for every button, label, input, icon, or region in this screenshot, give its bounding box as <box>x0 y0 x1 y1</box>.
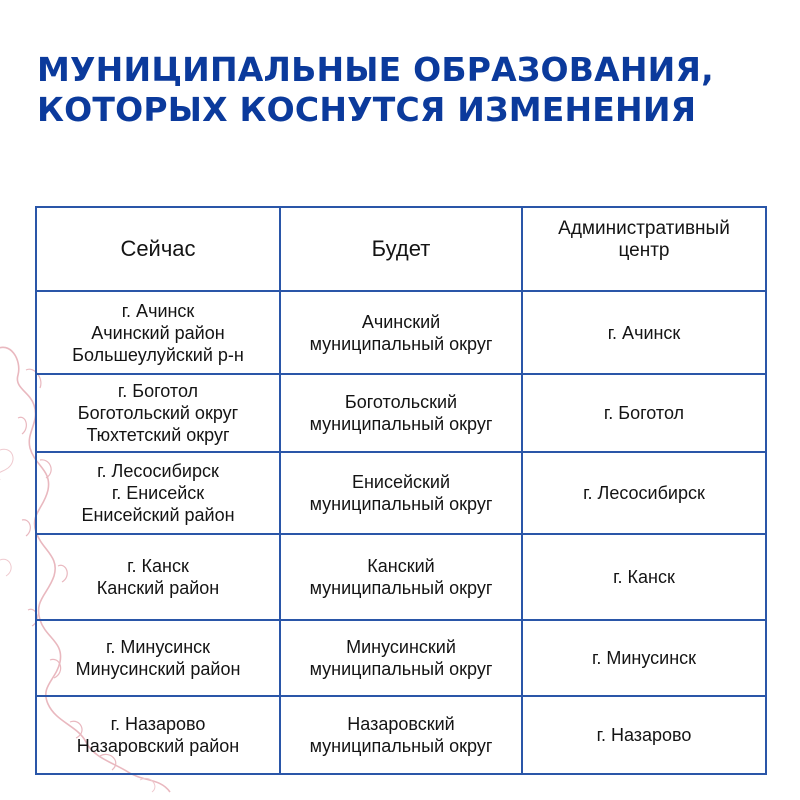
cell-current <box>36 452 280 534</box>
cell-admin-center: г. Канск <box>522 534 766 620</box>
cell-current-line: Канский район <box>96 578 220 598</box>
cell-future-line: муниципальный округ <box>309 494 493 514</box>
cell-future <box>280 534 522 620</box>
cell-current-line: г. Енисейск <box>111 483 205 503</box>
title-line-1: МУНИЦИПАЛЬНЫЕ ОБРАЗОВАНИЯ, <box>37 50 714 89</box>
cell-future-line: муниципальный округ <box>309 414 493 434</box>
header-admin-center <box>522 207 766 291</box>
title-line-2: КОТОРЫХ КОСНУТСЯ ИЗМЕНЕНИЯ <box>37 90 697 129</box>
cell-current-line: г. Минусинск <box>105 637 211 657</box>
header-admin-center-line-2: центр <box>618 240 670 261</box>
cell-future-line: Боготольский <box>344 392 458 412</box>
cell-future <box>280 620 522 696</box>
cell-current-line: г. Лесосибирск <box>97 461 219 481</box>
header-future: Будет <box>280 207 522 291</box>
table-row <box>36 534 766 620</box>
cell-current-line: Ачинский район <box>91 322 225 343</box>
cell-current <box>36 534 280 620</box>
cell-future-line: Назаровский <box>347 714 455 734</box>
table-row <box>36 291 766 374</box>
header-admin-center-line-1: Административный <box>558 218 730 239</box>
municipalities-table-container <box>35 206 765 761</box>
cell-current <box>36 696 280 774</box>
table-header-row <box>36 207 766 291</box>
cell-current-line: г. Назарово <box>110 714 206 734</box>
cell-future-line: муниципальный округ <box>309 659 493 679</box>
cell-future <box>280 452 522 534</box>
cell-current <box>36 374 280 452</box>
municipalities-table <box>35 206 767 775</box>
cell-current-line: г. Ачинск <box>121 300 195 321</box>
cell-future-line: Енисейский <box>351 472 451 492</box>
cell-future-line: Канский <box>367 556 435 576</box>
cell-future <box>280 374 522 452</box>
cell-current-line: Тюхтетский округ <box>86 425 230 445</box>
cell-admin-center: г. Минусинск <box>522 620 766 696</box>
table-row <box>36 452 766 534</box>
cell-current-line: Енисейский район <box>81 505 235 525</box>
cell-admin-center: г. Ачинск <box>522 291 766 374</box>
cell-admin-center: г. Назарово <box>522 696 766 774</box>
cell-future-line: Минусинский <box>346 637 456 657</box>
cell-current <box>36 291 280 374</box>
table-row <box>36 696 766 774</box>
cell-future-line: муниципальный округ <box>309 333 493 354</box>
cell-future-line: муниципальный округ <box>309 578 493 598</box>
cell-current-line: г. Канск <box>127 556 189 576</box>
cell-admin-center: г. Боготол <box>522 374 766 452</box>
table-row <box>36 620 766 696</box>
cell-current-line: Большеулуйский р-н <box>72 344 244 365</box>
header-current: Сейчас <box>36 207 280 291</box>
cell-future-line: муниципальный округ <box>309 736 493 756</box>
page-title <box>37 50 714 130</box>
cell-current-line: Боготольский округ <box>77 403 239 423</box>
cell-current-line: Минусинский район <box>75 659 241 679</box>
cell-current <box>36 620 280 696</box>
cell-admin-center: г. Лесосибирск <box>522 452 766 534</box>
cell-current-line: г. Боготол <box>117 381 199 401</box>
cell-future <box>280 291 522 374</box>
cell-future <box>280 696 522 774</box>
table-row <box>36 374 766 452</box>
cell-current-line: Назаровский район <box>76 736 240 756</box>
cell-future-line: Ачинский <box>361 311 441 332</box>
